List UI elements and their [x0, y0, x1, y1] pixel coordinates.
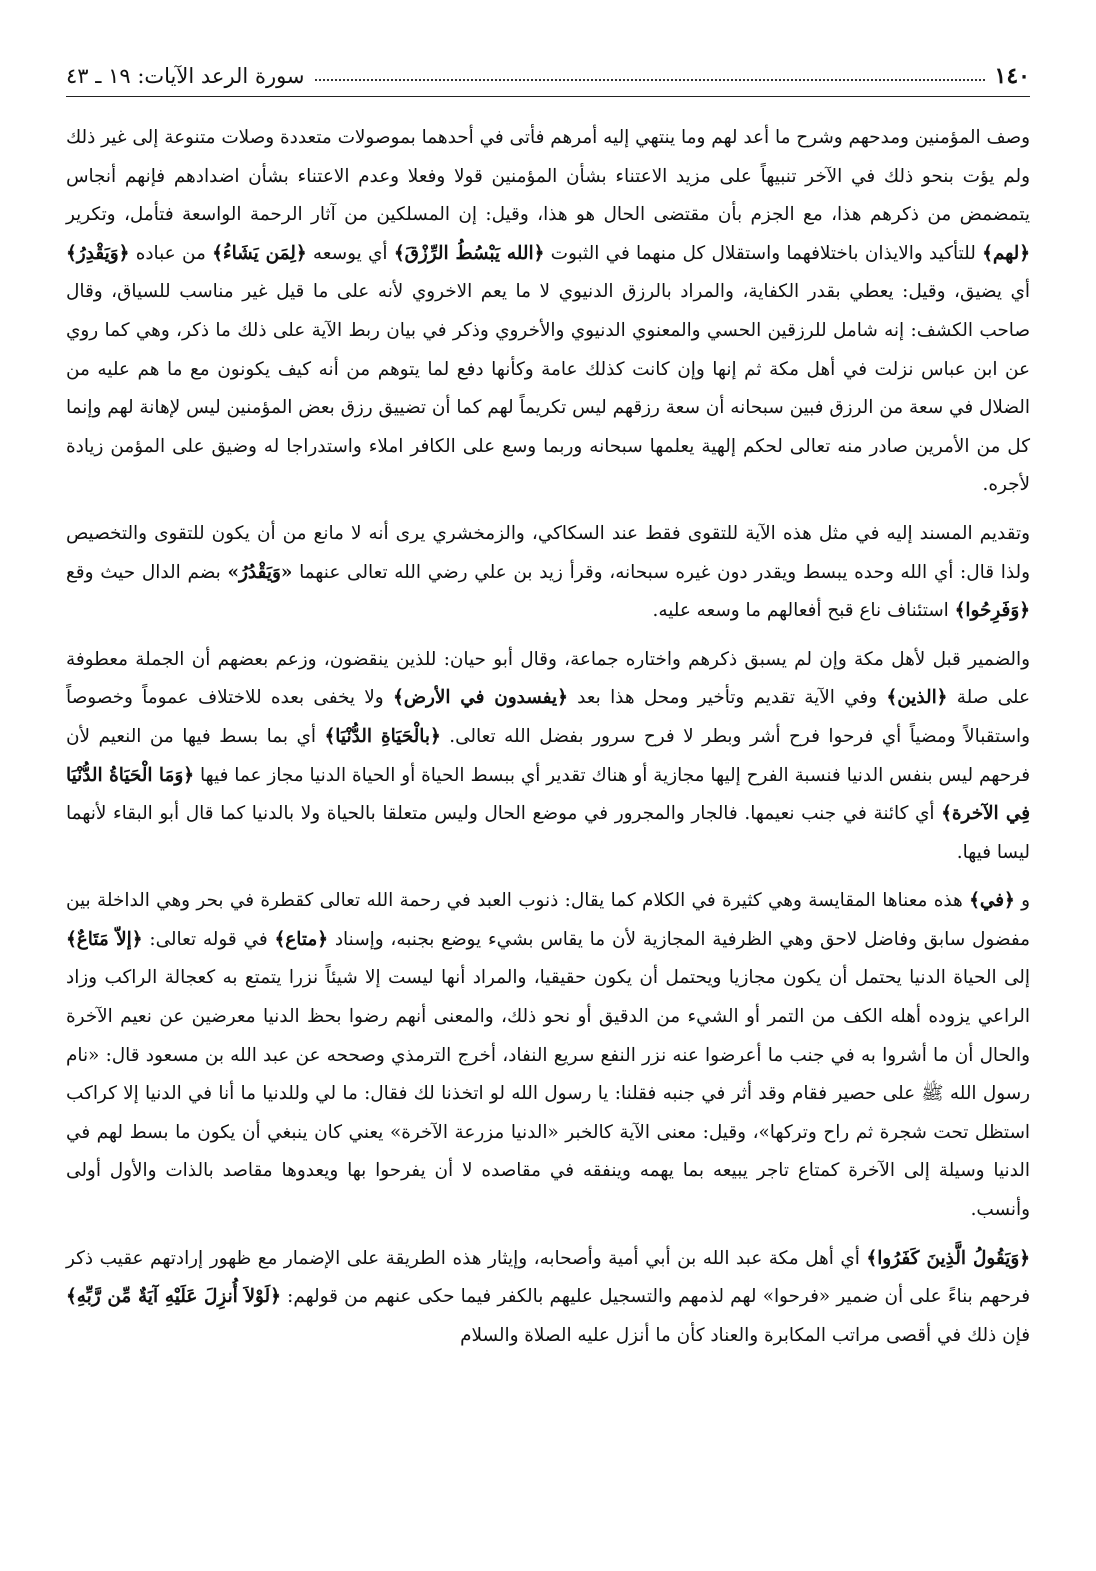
paragraph-text: وفي الآية تقديم وتأخير ومحل هذا بعد [567, 687, 887, 709]
running-title: سورة الرعد الآيات: ١٩ ـ ٤٣ [66, 64, 305, 88]
paragraph-text: و [1014, 890, 1030, 912]
quranic-quote: ﴿في﴾ [969, 890, 1015, 912]
paragraph [66, 882, 1030, 1229]
paragraph-text: في قوله تعالى: [142, 928, 275, 950]
quranic-quote: ﴿لَوْلاَ أُنزِلَ عَلَيْهِ آيَةٌ مِّن رَّبِّهِ﴾ [66, 1286, 281, 1308]
paragraph-text: ولا يخفى بعده للاختلاف عموماً وخصوصاً واستقبالاً ومضياً أي فرحوا فرح أشر وبطر لا فرح سرور بفضل الله تعالى. [66, 687, 1031, 747]
paragraph-text: وصف المؤمنين ومدحهم وشرح ما أعد لهم وما ينتهي إليه أمرهم فأتى في أحدهما بموصولات متعددة وصلات متنوعة إلى غير ذلك ولم يؤت بنحو ذلك في الآخر تنبيهاً على مزيد الاعتناء بشأن المؤمنين قولا وفعلا وعدم الاعتناء بشأن اضدادهم فإنهم أنجاس يتمضمض من ذكرهم هذا، مع الجزم بأن مقتضى الحال هو هذا، وقيل: إن المسلكين من آثار الرحمة الواسعة فتأمل، وتكرير [66, 127, 1030, 226]
quranic-quote: ﴿متاع﴾ [274, 928, 329, 950]
running-header [66, 58, 1030, 97]
paragraph-text: بضم الدال حيث وقع [66, 561, 228, 583]
paragraph [66, 515, 1030, 631]
quranic-quote: ﴿لِمَن يَشَاءُ﴾ [212, 242, 307, 264]
paragraph-text: أي يوسعه [306, 242, 394, 264]
paragraph [66, 1240, 1030, 1356]
page-number: ١٤٠ [994, 63, 1030, 89]
paragraph-text: للتأكيد والايذان باختلافهما واستقلال كل منهما في الثبوت [544, 242, 983, 264]
quranic-quote: ﴿وَيَقْدِرُ﴾ [66, 242, 130, 264]
quranic-quote: ﴿يفسدون في الأرض﴾ [392, 687, 568, 709]
quranic-quote: ﴿بالْحَيَاةِ الدُّنْيَا﴾ [324, 725, 441, 747]
paragraph-text: أي بما بسط فيها من النعيم لأن فرحهم ليس بنفس الدنيا فنسبة الفرح إليها مجازية أو هناك تقدير أي ببسط الحياة أو الحياة الدنيا مجاز عما فيها [66, 725, 1030, 786]
paragraph-text: والضمير قبل لأهل مكة وإن لم يسبق ذكرهم واختاره جماعة، وقال أبو حيان: للذين ينقضون، وزعم بعضهم أن الجملة معطوفة على صلة [66, 648, 1030, 709]
quranic-quote: ﴿وَفَرِحُوا﴾ [954, 600, 1030, 622]
quranic-quote: «وَيَقْدُرُ» [227, 561, 293, 583]
paragraph-text: استئناف ناع قبح أفعالهم ما وسعه عليه. [652, 600, 955, 622]
paragraph-text: وتقديم المسند إليه في مثل هذه الآية للتقوى فقط عند السكاكي، والزمخشري يرى أنه لا مانع من أن يكون للتقوى والتخصيص ولذا قال: أي الله وحده يبسط ويقدر دون غيره سبحانه، وقرأ زيد بن علي رضي الله تعالى عنهما [66, 522, 1030, 583]
quranic-quote: ﴿الله يَبْسُطُ الرِّزْقَ﴾ [393, 242, 545, 264]
quranic-quote: ﴿الذين﴾ [886, 687, 948, 709]
paragraph [66, 119, 1030, 505]
paragraph [66, 641, 1030, 873]
paragraph-text: أي أهل مكة عبد الله بن أبي أمية وأصحابه، وإيثار هذه الطريقة على الإضمار مع ظهور إرادتهم عقيب ذكر فرحهم بناءً على أن ضمير «فرحوا» لهم لذمهم والتسجيل عليهم بالكفر فيما حكى عنهم من قولهم: [66, 1247, 1030, 1308]
paragraph-text: أي يضيق، وقيل: يعطي بقدر الكفاية، والمراد بالرزق الدنيوي لا ما يعم الاخروي لأنه على ما قيل غير مناسب للسياق، وقال صاحب الكشف: إنه شامل للرزقين الحسي والمعنوي الدنيوي والأخروي وذكر في بيان ربط الآية على ذلك ما ذكر، وهي كما روي عن ابن عباس نزلت في أهل مكة ثم إنها وإن كانت كذلك عامة وكأنها دفع لما يتوهم من أنه كيف يكونون مع ما هم عليه من الضلال في سعة من الرزق فبين سبحانه أن سعة رزقهم ليس تكريماً لهم كما أن تضييق رزق بعض المؤمنين ليس لإهانة لهم وإنما كل من الأمرين صادر منه تعالى لحكم إلهية يعلمها سبحانه وربما وسع على الكافر املاء واستدراجا له وضيق على المؤمن زيادة لأجره. [66, 281, 1030, 496]
paragraph-text: من عباده [129, 242, 213, 264]
paragraph-text: فإن ذلك في أقصى مراتب المكابرة والعناد كأن ما أنزل عليه الصلاة والسلام [460, 1324, 1030, 1346]
quranic-quote: ﴿وَيَقُولُ الَّذِينَ كَفَرُوا﴾ [866, 1247, 1030, 1269]
header-dotted-leader [315, 71, 985, 81]
quranic-quote: ﴿وَمَا الْحَيَاةُ الدُّنْيَا فِي الآخرة﴾ [66, 764, 1030, 825]
page-body [66, 119, 1030, 1355]
book-page [66, 58, 1030, 1365]
quranic-quote: ﴿لهم﴾ [982, 242, 1031, 264]
paragraph-text: أي كائنة في جنب نعيمها. فالجار والمجرور في موضع الحال وليس متعلقا بالحياة ولا بالدنيا كما قال أبو البقاء لأنهما ليسا فيها. [66, 803, 1030, 863]
paragraph-text: هذه معناها المقايسة وهي كثيرة في الكلام كما يقال: ذنوب العبد في رحمة الله تعالى كقطرة في بحر وهي الداخلة بين مفضول سابق وفاضل لاحق وهي الظرفية المجازية لأن ما يقاس بشيء يوضع بجنبه، وإسناد [66, 890, 1030, 950]
paragraph-text: إلى الحياة الدنيا يحتمل أن يكون مجازيا ويحتمل أن يكون حقيقيا، والمراد أنها ليست إلا شيئاً نزرا يتمتع به كعجالة الراكب وزاد الراعي يزوده أهله الكف من التمر أو الشيء من الدقيق أو نحو ذلك، والمعنى أنهم رضوا بحظ الدنيا معرضين عن نعيم الآخرة والحال أن ما أشروا به في جنب ما أعرضوا عنه نزر النفع سريع النفاد، أخرج الترمذي وصححه عن عبد الله بن مسعود قال: «نام رسول الله ﷺ على حصير فقام وقد أثر في جنبه فقلنا: يا رسول الله لو اتخذنا لك فقال: ما لي وللدنيا ما أنا في الدنيا إلا كراكب استظل تحت شجرة ثم راح وتركها»، وقيل: معنى الآية كالخبر «الدنيا مزرعة الآخرة» يعني كان ينبغي أن يكون ما بسط لهم في الدنيا وسيلة إلى الآخرة كمتاع تاجر يبيعه بما يهمه وينفقه في مقاصده لا أن يفرحوا بها ويعدوها مقاصد بالذات والأول أولى وأنسب. [66, 967, 1030, 1221]
quranic-quote: ﴿إلاّ مَتَاعٌ﴾ [66, 928, 143, 950]
